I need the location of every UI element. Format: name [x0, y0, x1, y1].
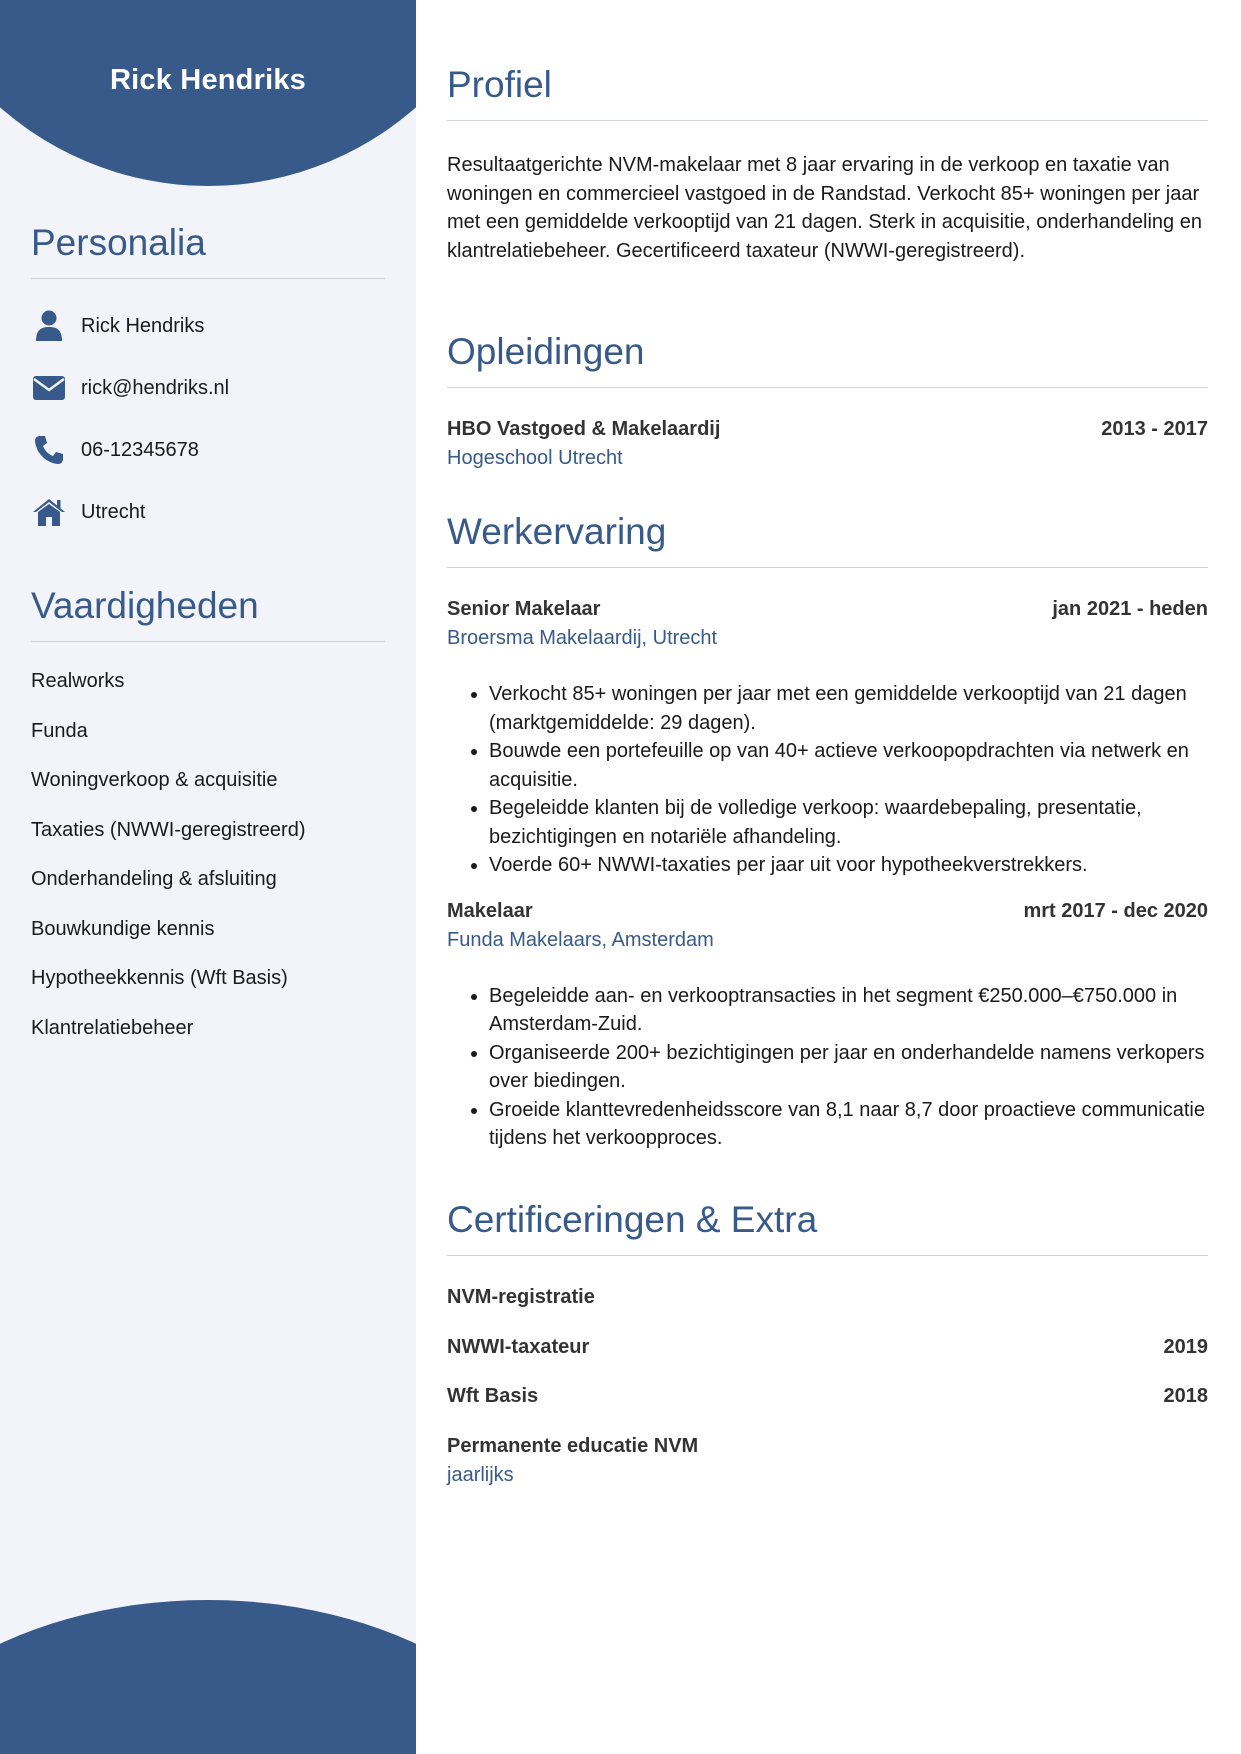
candidate-name: Rick Hendriks — [109, 64, 306, 96]
contact-location — [31, 481, 385, 543]
contact-location-text: Utrecht — [81, 500, 146, 523]
contact-phone[interactable] — [31, 419, 385, 481]
bullet-item: • Verkocht 85+ woningen per jaar met een gemiddelde verkooptijd van 21 dagen (marktgemiddelde: 29 dagen). — [489, 680, 1208, 737]
skill-item: Realworks — [31, 670, 125, 692]
education-date: 2013 - 2017 — [1101, 418, 1208, 440]
education-entry — [447, 418, 1208, 470]
bullet-item: • Begeleidde klanten bij de volledige verkoop: waardebepaling, presentatie, bezichtigingen en notariële afhandeling. — [489, 794, 1208, 851]
job-date: jan 2021 - heden — [1052, 598, 1208, 620]
profile-text: Resultaatgerichte NVM-makelaar met 8 jaar ervaring in de verkoop en taxatie van woningen en commercieel vastgoed in de Randstad. Verkocht 85+ woningen per jaar met een gemiddelde verkooptijd van 21 dagen. Sterk in acquisitie, onderhandeling en klantrelatiebeheer. Gecertificeerd taxateur (NWWI-geregistreerd). — [447, 154, 1202, 262]
skill-item: Woningverkoop & acquisitie — [31, 769, 278, 791]
contact-phone-text[interactable]: 06-12345678 — [81, 438, 199, 461]
mail-icon — [31, 370, 67, 406]
skill-item: Funda — [31, 719, 88, 742]
cert-title: NWWI-taxateur — [447, 1335, 590, 1358]
skill-item: Klantrelatiebeheer — [31, 1016, 194, 1039]
skill-item: Bouwkundige kennis — [31, 917, 215, 940]
cert-item — [447, 1286, 1208, 1336]
certifications-heading: Certificeringen & Extra — [447, 1199, 1208, 1256]
job-title: Makelaar — [447, 899, 533, 922]
job-company: Broersma Makelaardij, Utrecht — [447, 627, 718, 649]
personalia-heading: Personalia — [31, 222, 385, 279]
experience-heading: Werkervaring — [447, 511, 1208, 568]
cert-title: Wft Basis — [447, 1385, 539, 1407]
bullet-item: • Groeide klanttevredenheidsscore van 8,1 naar 8,7 door proactieve communicatie tijdens het verkoopproces. — [489, 1096, 1208, 1153]
contact-email[interactable] — [31, 357, 385, 419]
skill-item: Onderhandeling & afsluiting — [31, 868, 277, 890]
education-title: HBO Vastgoed & Makelaardij — [447, 418, 721, 440]
user-icon — [31, 308, 67, 344]
job-date: mrt 2017 - dec 2020 — [1023, 899, 1208, 922]
sidebar — [0, 0, 416, 1754]
certifications-list — [447, 1286, 1208, 1487]
contact-email-text[interactable]: rick@hendriks.nl — [81, 376, 230, 399]
cert-title: Permanente educatie NVM — [447, 1434, 699, 1457]
bullet-item: • Voerde 60+ NWWI-taxaties per jaar uit voor hypotheekverstrekkers. — [489, 851, 1208, 880]
education-section — [447, 331, 1208, 470]
job-bullets — [447, 680, 1208, 880]
bullet-item: • Bouwde een portefeuille op van 40+ actieve verkoopopdrachten via netwerk en acquisitie. — [489, 737, 1208, 794]
phone-icon — [31, 432, 67, 468]
contact-list — [31, 295, 385, 543]
education-heading: Opleidingen — [447, 331, 1208, 388]
personalia-section — [31, 222, 385, 543]
skill-item: Hypotheekkennis (Wft Basis) — [31, 967, 288, 989]
contact-name-text: Rick Hendriks — [81, 314, 205, 337]
job-bullets — [447, 982, 1208, 1153]
cert-item — [447, 1385, 1208, 1435]
education-institution: Hogeschool Utrecht — [447, 447, 623, 469]
cert-item — [447, 1435, 1208, 1487]
cert-date: 2018 — [1163, 1385, 1208, 1407]
profile-heading: Profiel — [447, 64, 1208, 121]
cert-sub: jaarlijks — [447, 1463, 514, 1486]
cert-date: 2019 — [1163, 1335, 1208, 1358]
profile-section — [447, 64, 1208, 265]
experience-entry — [447, 900, 1208, 1153]
skills-list — [31, 657, 385, 1053]
job-title: Senior Makelaar — [447, 598, 601, 620]
experience-section — [447, 511, 1208, 1153]
home-icon — [31, 494, 67, 530]
contact-name — [31, 295, 385, 357]
bullet-item: • Organiseerde 200+ bezichtigingen per jaar en onderhandelde namens verkopers over biedingen. — [489, 1039, 1208, 1096]
cert-item — [447, 1336, 1208, 1386]
experience-entry — [447, 598, 1208, 880]
certifications-section — [447, 1199, 1208, 1487]
skills-section — [31, 585, 385, 1053]
bullet-item: • Begeleidde aan- en verkooptransacties in het segment €250.000–€750.000 in Amsterdam-Zuid. — [489, 982, 1208, 1039]
job-company: Funda Makelaars, Amsterdam — [447, 928, 714, 951]
cert-title: NVM-registratie — [447, 1286, 595, 1308]
skill-item: Taxaties (NWWI-geregistreerd) — [31, 818, 306, 841]
skills-heading: Vaardigheden — [31, 585, 385, 642]
footer-band — [0, 1700, 416, 1754]
